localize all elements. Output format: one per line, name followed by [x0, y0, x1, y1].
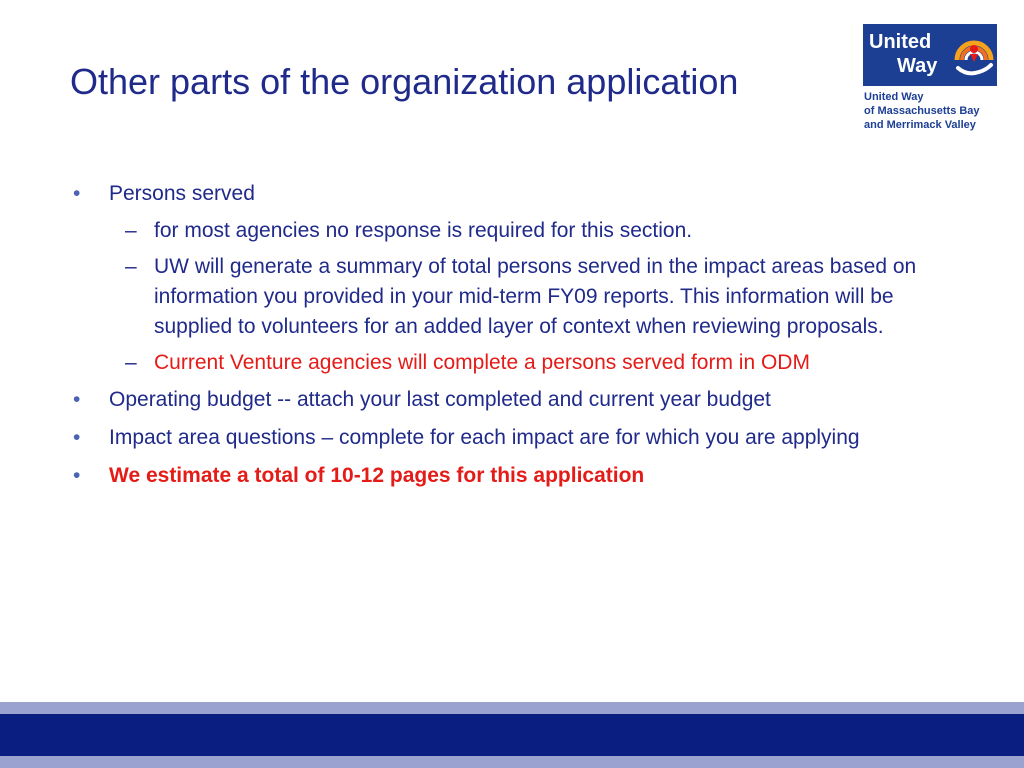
logo-wordmark-united: United: [869, 31, 932, 53]
bullet-marker: •: [73, 426, 81, 449]
bullet-item: [70, 422, 950, 453]
logo-caption-line: United Way: [864, 91, 924, 103]
bullet-item-highlight: [70, 460, 950, 491]
bullet-text: Operating budget -- attach your last completed and current year budget: [109, 388, 771, 411]
bullet-marker: •: [73, 182, 81, 205]
logo-wordmark-way: Way: [897, 55, 938, 77]
bullet-list: [70, 178, 950, 498]
sub-bullet-item: [70, 252, 950, 342]
bullet-item: [70, 384, 950, 415]
dash-marker: –: [125, 219, 137, 242]
sub-bullet-text: Current Venture agencies will complete a persons served form in ODM: [154, 351, 810, 374]
footer-stripe-top: [0, 702, 1024, 714]
footer-stripe-bottom: [0, 756, 1024, 768]
bullet-text: We estimate a total of 10-12 pages for this application: [109, 464, 645, 487]
logo-caption-line: and Merrimack Valley: [864, 119, 976, 131]
sub-bullet-text: UW will generate a summary of total persons served in the impact areas based on information you provided in your mid-term FY09 reports. This information will be supplied to volunteers for an added layer of context when reviewing proposals.: [154, 255, 917, 338]
bullet-text: Impact area questions – complete for each impact are for which you are applying: [109, 426, 860, 449]
logo-caption: [864, 90, 1004, 132]
united-way-logo: [860, 24, 1000, 134]
logo-caption-line: of Massachusetts Bay: [864, 105, 980, 117]
footer-band: [0, 714, 1024, 756]
slide-title: Other parts of the organization application: [70, 61, 739, 102]
sub-bullet-item-highlight: [70, 348, 950, 378]
bullet-marker: •: [73, 464, 81, 487]
sub-bullet-item: [70, 216, 950, 246]
bullet-item: [70, 178, 950, 209]
dash-marker: –: [125, 351, 137, 374]
sub-bullet-text: for most agencies no response is required for this section.: [154, 219, 693, 242]
bullet-marker: •: [73, 388, 81, 411]
bullet-text: Persons served: [109, 182, 255, 205]
logo-box: [863, 24, 997, 86]
helping-hand-icon: [953, 30, 995, 80]
dash-marker: –: [125, 255, 137, 278]
